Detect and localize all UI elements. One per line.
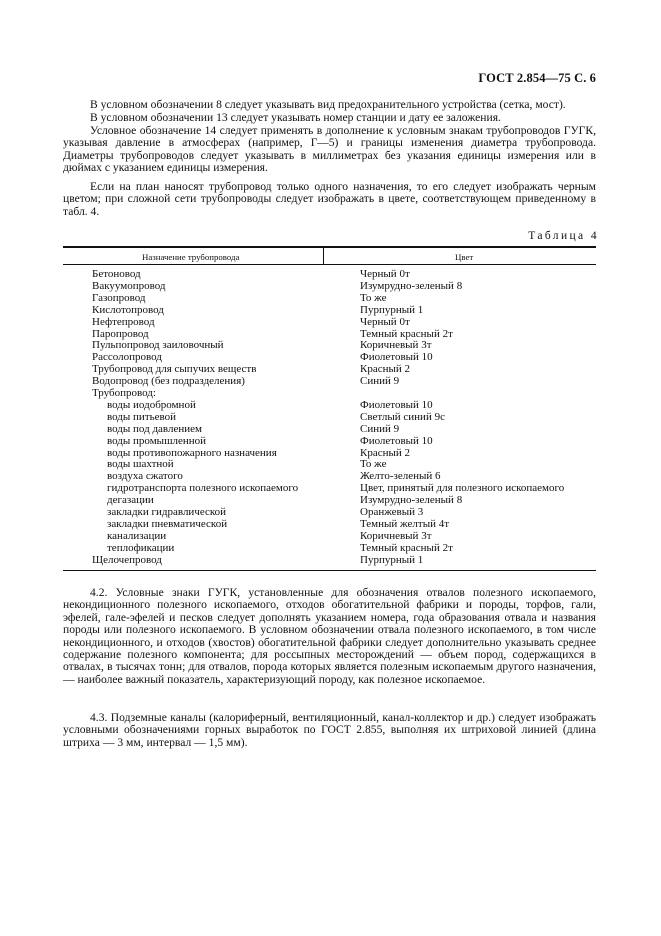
table-cell-purpose: Трубопровод для сыпучих веществ: [92, 363, 257, 376]
table-cell-color: Желто-зеленый 6: [360, 470, 441, 483]
table-cell-purpose: Паропровод: [92, 327, 149, 340]
table-cell-purpose: воды под давлением: [107, 422, 202, 435]
table-cell-purpose: воды промышленной: [107, 434, 207, 447]
table-cell-purpose: гидротранспорта полезного ископаемого: [107, 482, 299, 495]
table-cell-purpose: Вакуумопровод: [92, 279, 166, 292]
table-cell-purpose: Водопровод (без подразделения): [92, 375, 245, 388]
table-cell-purpose: воды питьевой: [107, 410, 177, 423]
paragraph-symbol-13: В условном обозначении 13 следует указывать номер станции и дату ее заложения.: [90, 111, 501, 124]
table-cell-color: Фиолетовый 10: [360, 398, 433, 411]
table-cell-purpose: Бетоновод: [92, 268, 141, 280]
table-cell-color: Оранжевый 3: [360, 506, 424, 518]
table-cell-color: Светлый синий 9с: [360, 410, 445, 423]
table-cell-purpose: дегазации: [107, 494, 154, 507]
table-cell-purpose: Газопровод: [92, 291, 146, 304]
paragraph-4-2: 4.2. Условные знаки ГУГК, установленные для обозначения отвалов полезного ископаемого, некондиционного полезного ископаемого, отходов обогатительной фабрики и породы, торфов, гали, эфелей, гале-эфелей и песков следует дополнять указанием номера, года образования отвала и названия породы или полезного ископаемого. В условном обозначении отвала полезного ископаемого, в том числе некондиционного, и отходов (хвостов) обогатительной фабрики следует дополнительно указывать среднее содержание полезного компонента; для россыпных месторождений — объем пород, содержащихся в отвалах, в тысячах тонн; для отвалов, порода которых является полезным ископаемым другого назначения, — наиболее важный показатель, характеризующий породу, как полезное ископаемое.: [63, 586, 596, 686]
table-bottom-rule: [63, 570, 596, 571]
table-cell-color: Фиолетовый 10: [360, 351, 433, 364]
table-cell-purpose: канализации: [107, 529, 167, 542]
table-cell-color: Синий 9: [360, 375, 400, 388]
table-header-rule: [63, 264, 596, 265]
table-cell-color: Красный 2: [360, 446, 411, 459]
table-column-header-purpose: Назначение трубопровода: [142, 252, 240, 262]
table-cell-color: Цвет, принятый для полезного ископаемого: [360, 482, 565, 495]
table-cell-purpose: Кислотопровод: [92, 303, 164, 316]
page-header: ГОСТ 2.854—75 С. 6: [478, 71, 596, 85]
table-cell-color: Коричневый 3т: [360, 339, 432, 352]
table-cell-color: Черный 0т: [360, 315, 410, 328]
table-cell-color: Пурпурный 1: [360, 553, 424, 566]
table-header-divider: [323, 246, 324, 265]
table-column-header-color: Цвет: [455, 252, 474, 262]
table-cell-purpose: воды иодобромной: [107, 398, 196, 411]
table-top-rule: [63, 246, 596, 248]
table-cell-purpose: Щелочепровод: [92, 553, 162, 566]
paragraph-colors: Если на план наносят трубопровод только одного назначения, то его следует изображать черным цветом; при сложной сети трубопроводы следует изображать в цвете, соответствующем приведенному в табл. 4.: [63, 180, 596, 218]
table-cell-color: Изумрудно-зеленый 8: [360, 494, 463, 507]
table-cell-color: Изумрудно-зеленый 8: [360, 279, 463, 292]
table-cell-purpose: воздуха сжатого: [107, 470, 183, 483]
table-cell-purpose: Нефтепровод: [92, 315, 155, 328]
paragraph-symbol-8: В условном обозначении 8 следует указывать вид предохранительного устройства (сетка, мост).: [90, 98, 566, 111]
table-cell-color: Темный желтый 4т: [360, 517, 450, 530]
table-cell-purpose: Рассолопровод: [92, 351, 162, 364]
table-cell-purpose: теплофикации: [107, 541, 175, 554]
table-cell-color: Темный красный 2т: [360, 541, 453, 554]
table-cell-purpose: воды противопожарного назначения: [107, 446, 277, 459]
paragraph-4-3: 4.3. Подземные каналы (калориферный, вентиляционный, канал-коллектор и др.) следует изображать условными обозначениями горных выработок по ГОСТ 2.855, выполняя их штриховой линией (длина штриха — 3 мм, интервал — 1,5 мм).: [63, 711, 596, 749]
table-cell-color: То же: [360, 458, 387, 471]
table-cell-purpose: Пульпопровод заиловочный: [92, 339, 224, 352]
table-cell-color: Коричневый 3т: [360, 529, 432, 542]
table-cell-color: Красный 2: [360, 363, 411, 376]
table-cell-purpose: воды шахтной: [107, 458, 174, 471]
table-caption: Таблица 4: [528, 230, 599, 242]
table-cell-color: Черный 0т: [360, 268, 410, 280]
table-cell-color: То же: [360, 291, 387, 304]
table-cell-color: Пурпурный 1: [360, 303, 424, 316]
table-cell-purpose: закладки пневматической: [107, 517, 228, 530]
table-cell-purpose: закладки гидравлической: [107, 506, 227, 518]
table-cell-color: Синий 9: [360, 422, 400, 435]
table-cell-color: Темный красный 2т: [360, 327, 453, 340]
table-cell-purpose: Трубопровод:: [92, 387, 156, 399]
paragraph-symbol-14: Условное обозначение 14 следует применять в дополнение к условным знакам трубопроводов ГУГК, указывая давление в атмосферах (например, Г—5) и границы изменения диаметра трубопровода. Диаметры трубопроводов следует указывать в миллиметрах без указания единицы измерения или в дюймах с указанием единицы измерения.: [63, 124, 596, 175]
table-cell-color: Фиолетовый 10: [360, 434, 433, 447]
